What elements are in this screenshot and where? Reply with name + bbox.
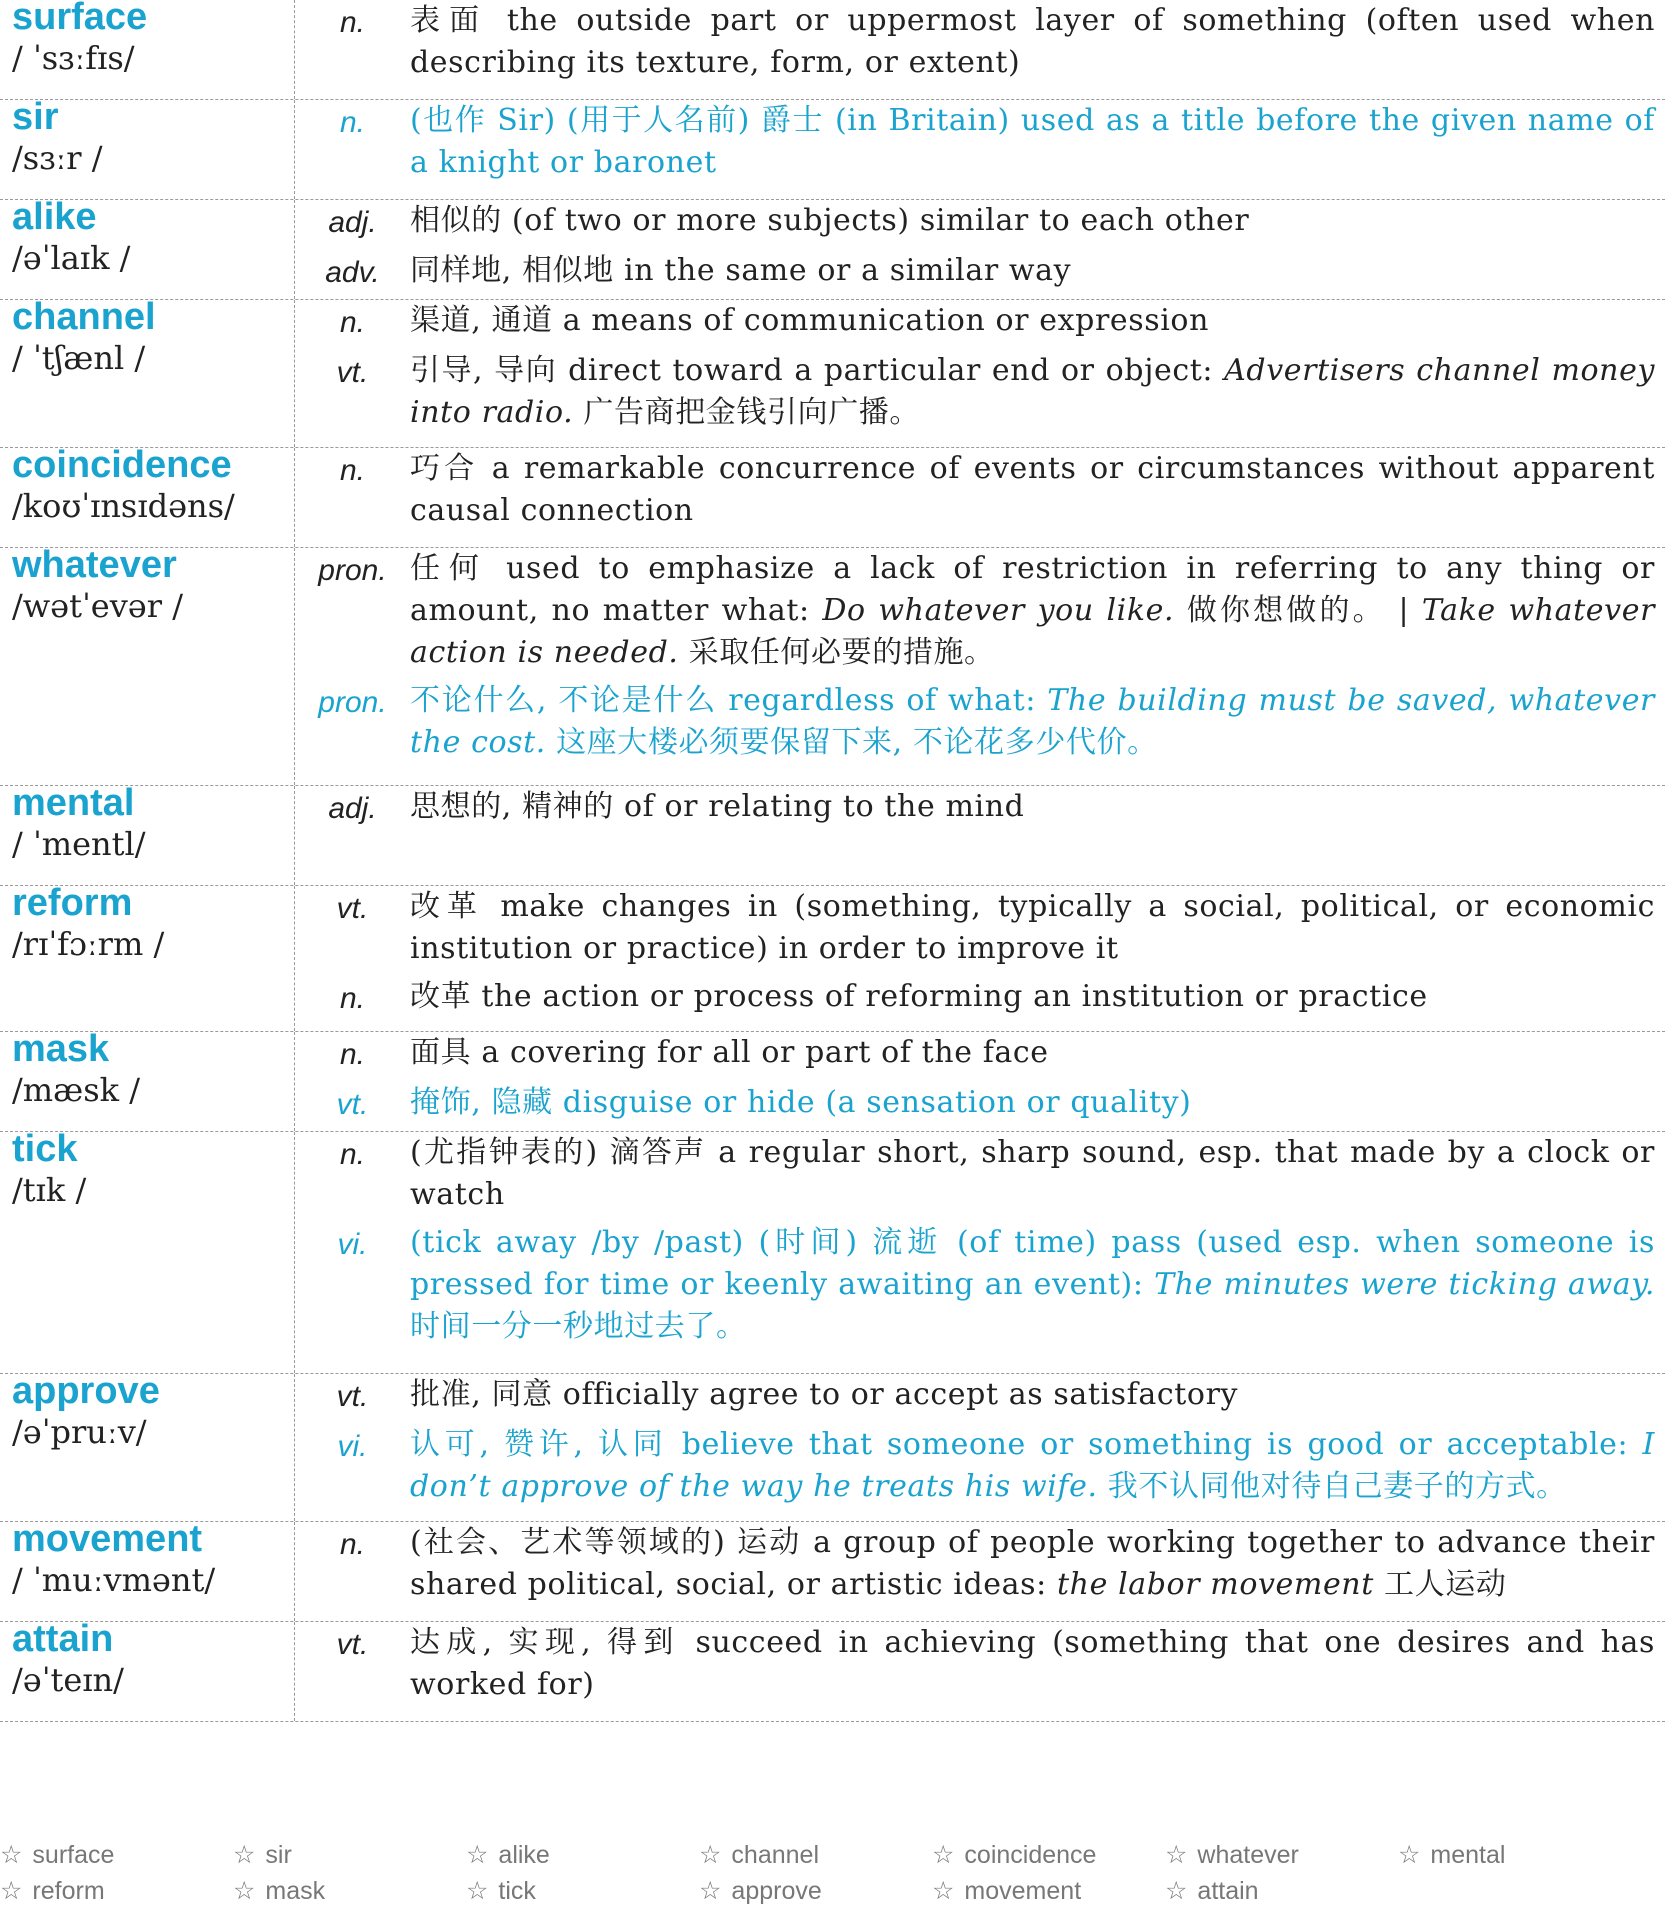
- headword: mask: [12, 1028, 110, 1070]
- sense: [295, 886, 1665, 970]
- definition: [410, 1132, 1665, 1216]
- index-item: [1398, 1840, 1631, 1876]
- definition: [410, 250, 1665, 294]
- example-translation: 采取任何必要的措施。: [688, 635, 995, 670]
- definition: [410, 1082, 1665, 1126]
- part-of-speech: vt.: [336, 1088, 369, 1121]
- senses: [295, 1522, 1665, 1621]
- vocab-entry: [0, 544, 1665, 786]
- phonetic: /mæsk /: [12, 1071, 140, 1109]
- headword: alike: [12, 196, 97, 238]
- phonetic: / ˈtʃænl /: [12, 339, 146, 377]
- headword: sir: [12, 96, 59, 138]
- star-icon: ☆: [1165, 1841, 1188, 1869]
- senses: [295, 786, 1665, 885]
- senses: [295, 200, 1665, 299]
- index-word: coincidence: [964, 1841, 1097, 1869]
- sense: [295, 300, 1665, 344]
- example-sentence: I don’t approve of the way he treats his wife.: [410, 1427, 1655, 1504]
- star-icon: ☆: [1398, 1841, 1421, 1869]
- definition: 任何 used to emphasize a lack of restriction in referring to any thing or amount, no matter what: Do whatever you like. 做你想做的。 | Take whatever action is needed. 采取任何必要的措施。: [410, 551, 1656, 670]
- definition-text: (tick away /by /past) (时间) 流逝 (of time) pass (used esp. when someone is pressed for time or keenly awaiting an event):: [410, 1225, 1655, 1302]
- phonetic: /əˈpruːv/: [12, 1413, 147, 1451]
- definition: [410, 0, 1665, 84]
- headword-cell: [0, 544, 295, 785]
- part-of-speech: n.: [339, 454, 366, 487]
- headword-cell: [0, 1128, 295, 1373]
- headword: reform: [12, 882, 133, 924]
- headword: surface: [12, 0, 148, 38]
- headword-cell: [0, 882, 295, 1031]
- phonetic: /wətˈevər /: [12, 587, 183, 625]
- phonetic: /əˈlaɪk /: [12, 239, 131, 277]
- definition-text: 批准, 同意 officially agree to or accept as satisfactory: [410, 1377, 1239, 1412]
- definition-text: 引导, 导向 direct toward a particular end or object:: [410, 353, 1214, 388]
- index-word: reform: [32, 1877, 105, 1905]
- vocab-entry: [0, 1518, 1665, 1622]
- index-word: channel: [731, 1841, 819, 1869]
- definition-text: 认可, 赞许, 认同 believe that someone or something is good or acceptable:: [410, 1427, 1629, 1462]
- sense: [295, 448, 1665, 532]
- phonetic: /əˈteɪn/: [12, 1661, 124, 1699]
- example-translation: 工人运动: [1384, 1567, 1507, 1602]
- headword: approve: [12, 1370, 160, 1412]
- vocab-entry: [0, 882, 1665, 1032]
- definition-text: 任何 used to emphasize a lack of restriction in referring to any thing or amount, no matter what:: [410, 551, 1655, 628]
- sense: [295, 200, 1665, 244]
- star-icon: ☆: [932, 1841, 955, 1869]
- index-word: mental: [1430, 1841, 1506, 1869]
- headword-cell: [0, 0, 295, 99]
- headword-cell: [0, 444, 295, 547]
- sense: [295, 1222, 1665, 1348]
- definition: [410, 1222, 1665, 1348]
- sense: [295, 786, 1665, 830]
- star-icon: ☆: [233, 1877, 256, 1905]
- index-word: alike: [498, 1841, 550, 1869]
- definition-text: 相似的 (of two or more subjects) similar to each other: [410, 203, 1250, 238]
- vocab-entry: [0, 1618, 1665, 1722]
- sense: [295, 1132, 1665, 1216]
- definition-text: 渠道, 通道 a means of communication or expression: [410, 303, 1210, 338]
- vocab-entry: [0, 1128, 1665, 1374]
- example-translation: 我不认同他对待自己妻子的方式。: [1107, 1469, 1567, 1504]
- definition-text: (社会、艺术等领域的) 运动 a group of people working together to advance their shared political, social, or artistic ideas:: [410, 1525, 1655, 1602]
- example-translation: 广告商把金钱引向广播。: [583, 395, 921, 430]
- index-item: [466, 1840, 699, 1876]
- definition: [410, 976, 1665, 1020]
- senses: [295, 0, 1665, 99]
- definition-text: (尤指钟表的) 滴答声 a regular short, sharp sound, esp. that made by a clock or watch: [410, 1135, 1655, 1212]
- index-item: [233, 1840, 466, 1876]
- definition-text: 掩饰, 隐藏 disguise or hide (a sensation or quality): [410, 1085, 1192, 1120]
- example-sentence: The minutes were ticking away.: [1154, 1267, 1655, 1302]
- part-of-speech: vi.: [337, 1430, 368, 1463]
- vocab-entry: [0, 444, 1665, 548]
- definition: [410, 1032, 1665, 1076]
- definition-text: 不论什么, 不论是什么 regardless of what:: [410, 683, 1037, 718]
- vocab-entry: [0, 196, 1665, 300]
- part-of-speech: vt.: [336, 356, 369, 389]
- example-sentence: Do whatever you like.: [822, 593, 1175, 628]
- sense: [295, 1622, 1665, 1706]
- definition: [410, 100, 1665, 184]
- headword: movement: [12, 1518, 203, 1560]
- part-of-speech: n.: [339, 106, 366, 139]
- definition-text: (也作 Sir) (用于人名前) 爵士 (in Britain) used as a title before the given name of a knight or baronet: [410, 103, 1655, 180]
- headword: mental: [12, 782, 135, 824]
- index-word: attain: [1197, 1877, 1259, 1905]
- index-word: mask: [265, 1877, 326, 1905]
- index-word: whatever: [1197, 1841, 1299, 1869]
- definition: [410, 200, 1665, 244]
- example-sentence: Take whatever action is needed.: [410, 593, 1656, 670]
- index-word: tick: [498, 1877, 536, 1905]
- definition: [410, 680, 1665, 764]
- phonetic: /rɪˈfɔːrm /: [12, 925, 165, 963]
- part-of-speech: vi.: [337, 1228, 368, 1261]
- star-icon: ☆: [233, 1841, 256, 1869]
- definition-text: 改革 the action or process of reforming an institution or practice: [410, 979, 1428, 1014]
- part-of-speech: adj.: [328, 792, 377, 825]
- phonetic: /sɜːr /: [12, 139, 103, 177]
- definition: [410, 448, 1665, 532]
- senses: [295, 886, 1665, 1031]
- headword-cell: [0, 196, 295, 299]
- sense: [295, 1374, 1665, 1418]
- senses: [295, 1132, 1665, 1373]
- index-word: movement: [964, 1877, 1082, 1905]
- word-index: [0, 1840, 1665, 1912]
- part-of-speech: vt.: [336, 892, 369, 925]
- phonetic: / ˈsɜːfɪs/: [12, 39, 135, 77]
- part-of-speech: vt.: [336, 1380, 369, 1413]
- index-row: [0, 1840, 1665, 1876]
- senses: [295, 1622, 1665, 1721]
- part-of-speech: n.: [339, 1138, 366, 1171]
- star-icon: ☆: [466, 1877, 489, 1905]
- example-sentence: The building must be saved, whatever the cost.: [410, 683, 1655, 760]
- part-of-speech: pron.: [318, 686, 387, 719]
- index-item: [932, 1840, 1165, 1876]
- star-icon: ☆: [699, 1841, 722, 1869]
- definition-text: 达成, 实现, 得到 succeed in achieving (something that one desires and has worked for): [410, 1625, 1655, 1702]
- sense: [295, 680, 1665, 764]
- star-icon: ☆: [466, 1841, 489, 1869]
- example-translation: 做你想做的。: [1186, 593, 1386, 628]
- star-icon: ☆: [1165, 1877, 1188, 1905]
- definition-text: 思想的, 精神的 of or relating to the mind: [410, 789, 1025, 824]
- part-of-speech: n.: [339, 982, 366, 1015]
- example-sentence: the labor movement: [1057, 1567, 1374, 1602]
- senses: [295, 548, 1665, 785]
- part-of-speech: vt.: [336, 1628, 369, 1661]
- phonetic: / ˈmuːvmənt/: [12, 1561, 216, 1599]
- definition-text: 同样地, 相似地 in the same or a similar way: [410, 253, 1072, 288]
- senses: [295, 1374, 1665, 1521]
- sense: [295, 1082, 1665, 1126]
- index-word: surface: [32, 1841, 115, 1869]
- part-of-speech: n.: [339, 1038, 366, 1071]
- part-of-speech: adj.: [328, 206, 377, 239]
- sense: [295, 1522, 1665, 1606]
- definition: [410, 300, 1665, 344]
- senses: [295, 300, 1665, 447]
- phonetic: /tɪk /: [12, 1171, 87, 1209]
- index-item: [699, 1840, 932, 1876]
- headword-cell: [0, 1618, 295, 1721]
- star-icon: ☆: [0, 1841, 23, 1869]
- vocab-entry: [0, 1028, 1665, 1132]
- headword: attain: [12, 1618, 114, 1660]
- star-icon: ☆: [0, 1877, 23, 1905]
- definition-text: 表面 the outside part or uppermost layer of something (often used when describing its texture, form, or extent): [410, 3, 1655, 80]
- senses: [295, 100, 1665, 199]
- star-icon: ☆: [699, 1877, 722, 1905]
- vocab-entry: [0, 96, 1665, 200]
- part-of-speech: adv.: [325, 256, 380, 289]
- definition: [410, 1522, 1665, 1606]
- sense: [295, 0, 1665, 84]
- vocab-entry: [0, 1370, 1665, 1522]
- senses: [295, 448, 1665, 547]
- example-sentence: Advertisers channel money into radio.: [410, 353, 1655, 430]
- part-of-speech: pron.: [318, 554, 387, 587]
- part-of-speech: n.: [339, 6, 366, 39]
- headword-cell: [0, 1028, 295, 1131]
- vocab-entry: [0, 296, 1665, 448]
- vocab-entry: [0, 782, 1665, 886]
- sense: [295, 548, 1665, 674]
- phonetic: / ˈmentl/: [12, 825, 146, 863]
- index-word: sir: [265, 1841, 292, 1869]
- senses: [295, 1032, 1665, 1131]
- index-item: [1165, 1840, 1398, 1876]
- phonetic: /koʊˈɪnsɪdəns/: [12, 487, 235, 525]
- headword-cell: [0, 1518, 295, 1621]
- headword-cell: [0, 96, 295, 199]
- definition: [410, 1622, 1665, 1706]
- headword-cell: [0, 296, 295, 447]
- definition-text: 巧合 a remarkable concurrence of events or circumstances without apparent causal connection: [410, 451, 1655, 528]
- part-of-speech: n.: [339, 306, 366, 339]
- definition: [410, 886, 1665, 970]
- sense: [295, 250, 1665, 294]
- headword: whatever: [12, 544, 177, 586]
- definition: [410, 1374, 1665, 1418]
- sense: [295, 1424, 1665, 1508]
- sense: [295, 1032, 1665, 1076]
- vocab-entry: [0, 0, 1665, 100]
- example-translation: 这座大楼必须要保留下来, 不论花多少代价。: [556, 725, 1158, 760]
- sense: [295, 350, 1665, 434]
- definition: [410, 786, 1665, 830]
- example-translation: 时间一分一秒地过去了。: [410, 1309, 747, 1344]
- definition: [410, 1424, 1665, 1508]
- definition: [410, 350, 1665, 434]
- index-word: approve: [731, 1877, 822, 1905]
- part-of-speech: n.: [339, 1528, 366, 1561]
- index-item: [0, 1840, 233, 1876]
- headword: channel: [12, 296, 156, 338]
- headword: tick: [12, 1128, 78, 1170]
- headword: coincidence: [12, 444, 232, 486]
- headword-cell: [0, 1370, 295, 1521]
- sense: [295, 976, 1665, 1020]
- sense: [295, 100, 1665, 184]
- definition-text: 改革 make changes in (something, typically a social, political, or economic institution or practice) in order to improve it: [410, 889, 1655, 966]
- star-icon: ☆: [932, 1877, 955, 1905]
- headword-cell: [0, 782, 295, 885]
- definition-text: 面具 a covering for all or part of the face: [410, 1035, 1049, 1070]
